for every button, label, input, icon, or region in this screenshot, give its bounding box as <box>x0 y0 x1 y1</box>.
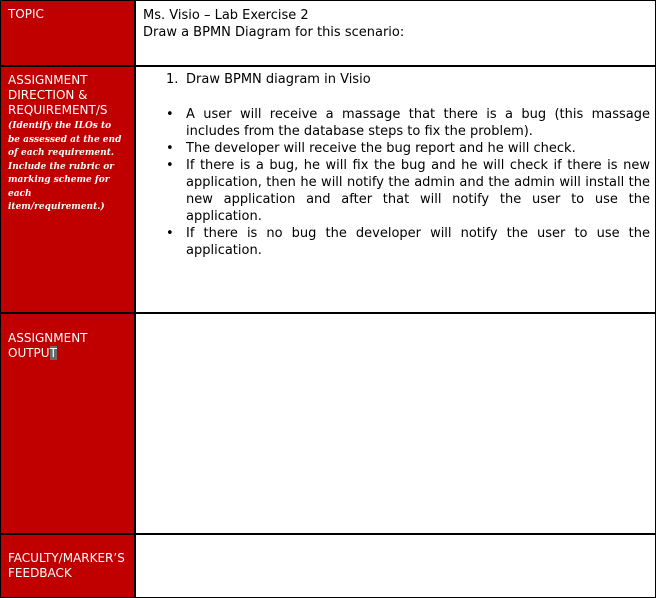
topic-content-cell[interactable] <box>136 1 655 65</box>
bullet-item <box>166 157 650 225</box>
bullet-text: If there is no bug the developer will notify the user to use the application. <box>186 226 650 258</box>
numbered-item-number: 1. <box>166 72 179 87</box>
output-content-cell[interactable] <box>136 314 655 533</box>
feedback-label-line-1: FACULTY/MARKER’S <box>8 551 125 565</box>
bullet-dot-icon: • <box>166 141 174 156</box>
bullet-item <box>166 106 650 140</box>
direction-label-line-2: DIRECTION & <box>8 88 88 102</box>
topic-label: TOPIC <box>8 7 44 21</box>
direction-label-cell <box>1 67 134 312</box>
direction-label-line-1: ASSIGNMENT <box>8 73 88 87</box>
bullet-text: If there is a bug, he will fix the bug and he will check if there is new application, then he will notify the admin and the admin will install the new application and after that will notify the user to use the application. <box>186 158 650 224</box>
bullet-dot-icon: • <box>166 158 174 173</box>
bullet-text: A user will receive a massage that there is a bug (this massage includes from the database steps to fix the problem). <box>186 107 650 139</box>
topic-title: Ms. Visio – Lab Exercise 2 <box>143 8 309 23</box>
feedback-label-cell <box>1 535 134 597</box>
text-cursor-selection: T <box>49 346 57 360</box>
feedback-content-cell[interactable] <box>136 535 655 597</box>
bullet-dot-icon: • <box>166 226 174 241</box>
direction-content-cell[interactable] <box>136 67 655 312</box>
output-label-line-2 <box>8 346 134 361</box>
bullet-dot-icon: • <box>166 107 174 122</box>
numbered-item-text: Draw BPMN diagram in Visio <box>186 72 371 87</box>
requirement-bullet-list <box>166 106 650 259</box>
direction-note: (Identify the ILOs to be assessed at the end of each requirement. Include the rubric or marking scheme for each item/requirement.) <box>8 121 122 212</box>
direction-label-line-3: REQUIREMENT/S <box>8 103 108 117</box>
bullet-text: The developer will receive the bug report and he will check. <box>186 141 576 156</box>
bullet-item <box>166 140 650 157</box>
topic-instruction: Draw a BPMN Diagram for this scenario: <box>143 25 405 40</box>
output-label-cell <box>1 314 134 533</box>
numbered-item <box>166 71 371 88</box>
feedback-label-line-2: FEEDBACK <box>8 566 72 580</box>
topic-label-cell <box>1 1 134 65</box>
output-label-line-1: ASSIGNMENT <box>8 331 88 345</box>
bullet-item <box>166 225 650 259</box>
output-label-text: OUTPU <box>8 346 50 360</box>
